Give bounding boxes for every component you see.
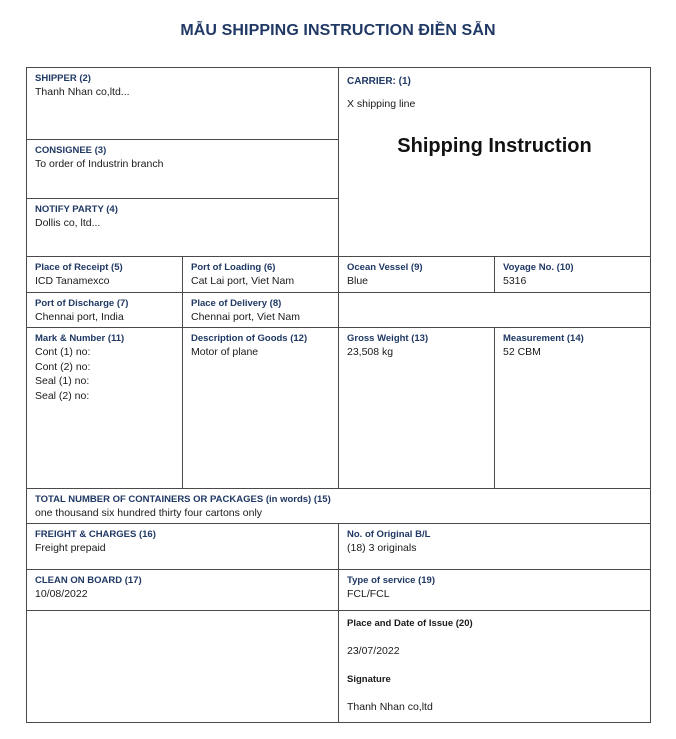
carrier-cell	[339, 68, 651, 257]
original-bl-value: (18) 3 originals	[347, 542, 417, 554]
gross-weight-value: 23,508 kg	[347, 346, 394, 358]
total-containers-value: one thousand six hundred thirty four cartons only	[35, 507, 263, 519]
consignee-cell	[27, 140, 339, 199]
freight-charges-value: Freight prepaid	[35, 542, 106, 554]
freight-charges-label: FREIGHT & CHARGES (16)	[35, 529, 156, 540]
port-of-loading-label: Port of Loading (6)	[191, 262, 276, 273]
port-of-discharge-value: Chennai port, India	[35, 311, 124, 323]
shipper-value: Thanh Nhan co,ltd...	[35, 86, 130, 98]
mark-number-cell	[27, 328, 183, 489]
notify-party-value: Dollis co, ltd...	[35, 217, 101, 229]
voyage-no-cell	[495, 257, 651, 293]
document-title: Shipping Instruction	[397, 134, 592, 157]
signature-value: Thanh Nhan co,ltd	[347, 700, 433, 713]
description-of-goods-label: Description of Goods (12)	[191, 333, 308, 344]
port-of-discharge-cell	[27, 293, 183, 328]
place-of-receipt-label: Place of Receipt (5)	[35, 262, 123, 273]
place-date-issue-label: Place and Date of Issue (20)	[347, 618, 473, 629]
shipping-instruction-form	[26, 67, 651, 723]
original-bl-label: No. of Original B/L	[347, 529, 431, 540]
notify-party-label: NOTIFY PARTY (4)	[35, 204, 118, 215]
consignee-label: CONSIGNEE (3)	[35, 145, 107, 156]
total-containers-label: TOTAL NUMBER OF CONTAINERS OR PACKAGES (in words) (15)	[35, 494, 331, 505]
mark-number-line: Cont (1) no:	[35, 346, 91, 358]
issue-signature-cell	[339, 611, 651, 723]
place-of-receipt-value: ICD Tanamexco	[35, 275, 110, 287]
voyage-no-label: Voyage No. (10)	[503, 262, 574, 273]
signature-label: Signature	[347, 673, 391, 685]
place-of-delivery-value: Chennai port, Viet Nam	[191, 311, 300, 323]
port-of-loading-value: Cat Lai port, Viet Nam	[191, 275, 295, 287]
clean-on-board-cell	[27, 570, 339, 611]
place-of-receipt-cell	[27, 257, 183, 293]
place-date-issue-value: 23/07/2022	[347, 645, 400, 657]
carrier-label: CARRIER: (1)	[347, 76, 411, 87]
blank-cell	[27, 611, 339, 723]
shipper-label: SHIPPER (2)	[35, 73, 91, 84]
page-title: MẪU SHIPPING INSTRUCTION ĐIỀN SẴN	[180, 22, 496, 39]
type-of-service-cell	[339, 570, 651, 611]
description-of-goods-cell	[183, 328, 339, 489]
description-of-goods-value: Motor of plane	[191, 346, 259, 358]
shipper-cell	[27, 68, 339, 140]
mark-number-line: Cont (2) no:	[35, 360, 91, 373]
port-of-loading-cell	[183, 257, 339, 293]
measurement-cell	[495, 328, 651, 489]
clean-on-board-value: 10/08/2022	[35, 588, 88, 600]
voyage-no-value: 5316	[503, 275, 527, 287]
place-of-delivery-label: Place of Delivery (8)	[191, 298, 282, 309]
place-of-delivery-cell	[183, 293, 339, 328]
mark-number-line: Seal (2) no:	[35, 389, 90, 402]
carrier-value: X shipping line	[347, 98, 416, 110]
notify-party-cell	[27, 199, 339, 257]
total-containers-cell	[27, 489, 651, 524]
ocean-vessel-cell	[339, 257, 495, 293]
consignee-value: To order of Industrin branch	[35, 158, 164, 170]
ocean-vessel-label: Ocean Vessel (9)	[347, 262, 423, 273]
ocean-vessel-value: Blue	[347, 275, 369, 287]
original-bl-cell	[339, 524, 651, 570]
port-of-discharge-label: Port of Discharge (7)	[35, 298, 129, 309]
measurement-value: 52 CBM	[503, 346, 541, 358]
freight-charges-cell	[27, 524, 339, 570]
measurement-label: Measurement (14)	[503, 333, 584, 344]
type-of-service-label: Type of service (19)	[347, 575, 436, 586]
mark-number-line: Seal (1) no:	[35, 375, 90, 387]
empty-cell	[339, 293, 651, 328]
type-of-service-value: FCL/FCL	[347, 588, 390, 600]
gross-weight-label: Gross Weight (13)	[347, 333, 429, 344]
clean-on-board-label: CLEAN ON BOARD (17)	[35, 575, 142, 586]
mark-number-label: Mark & Number (11)	[35, 333, 125, 344]
gross-weight-cell	[339, 328, 495, 489]
